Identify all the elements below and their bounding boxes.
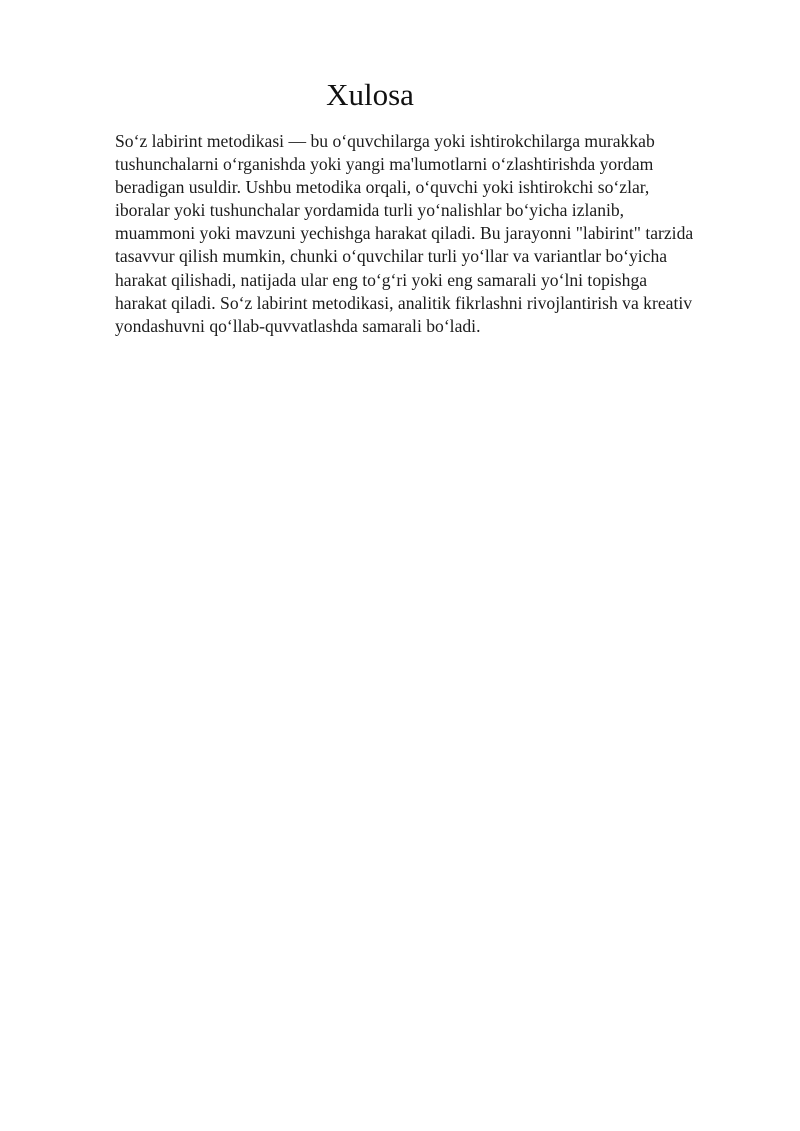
paragraph-line: harakat qiladi. So‘z labirint metodikasi, analitik fikrlashni rivojlantirish va kreativ [115,292,693,313]
paragraph-line: yondashuvni qo‘llab-quvvatlashda samarali bo‘ladi. [115,315,481,336]
paragraph-line: beradigan usuldir. Ushbu metodika orqali, o‘quvchi yoki ishtirokchi so‘zlar, [115,177,650,198]
paragraph-line: tushunchalarni o‘rganishda yoki yangi ma'lumotlarni o‘zlashtirishda yordam [115,154,654,175]
page-title: Xulosa [326,77,414,112]
paragraph-line: muammoni yoki mavzuni yechishga harakat qiladi. Bu jarayonni "labirint" tarzida [115,223,694,244]
paragraph-line: harakat qilishadi, natijada ular eng to‘g‘ri yoki eng samarali yo‘lni topishga [115,269,648,290]
paragraph-line: tasavvur qilish mumkin, chunki o‘quvchilar turli yo‘llar va variantlar bo‘yicha [115,246,668,267]
paragraph-line: So‘z labirint metodikasi — bu o‘quvchilarga yoki ishtirokchilarga murakkab [115,131,655,151]
conclusion-paragraph [115,130,694,338]
paragraph-line: iboralar yoki tushunchalar yordamida turli yo‘nalishlar bo‘yicha izlanib, [115,200,625,221]
